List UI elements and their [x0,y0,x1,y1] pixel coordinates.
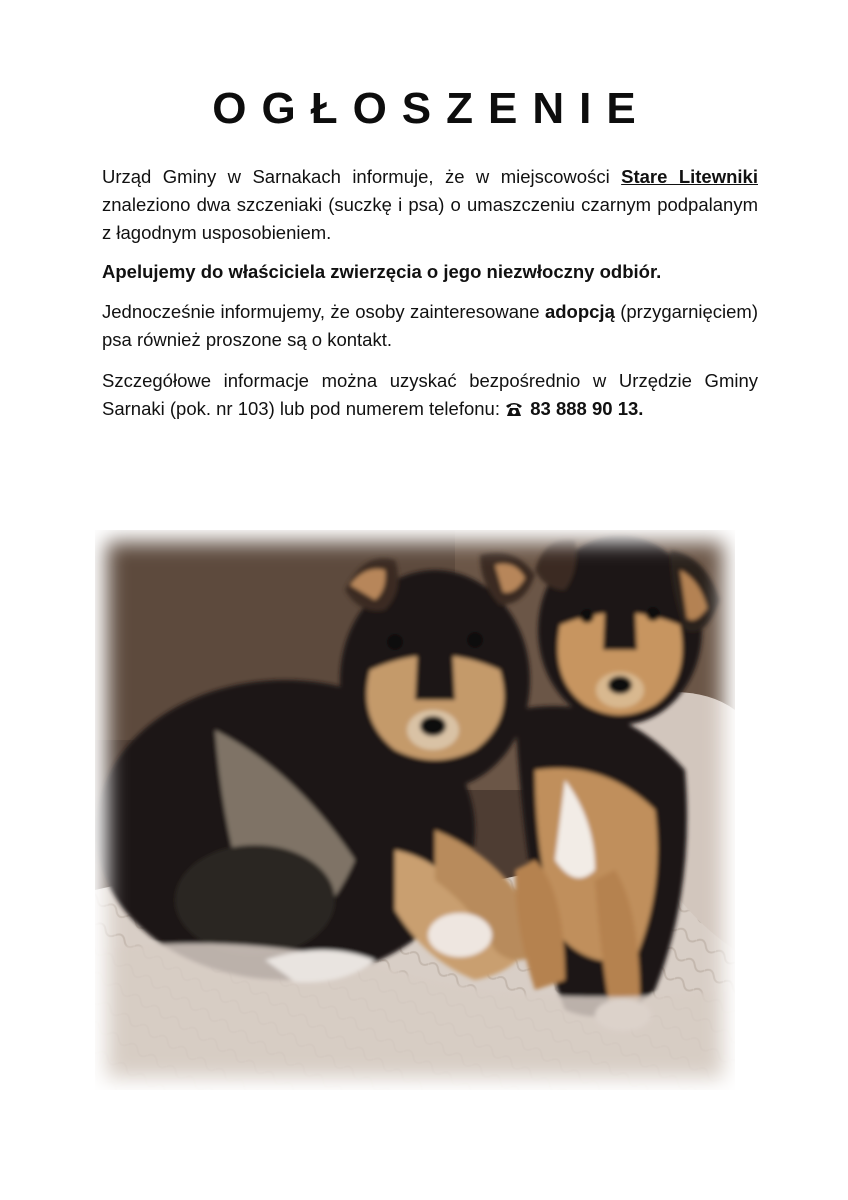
paragraph-found-puppies [102,163,758,247]
p3-text-after: (przygarnięciem) psa również proszone są o kontakt. [102,301,758,350]
place-name: Stare Litewniki [621,166,758,187]
contact-text: Szczegółowe informacje można uzyskać bezpośrednio w Urzędzie Gminy Sarnaki (pok. nr 103) lub pod numerem telefonu: [102,370,758,419]
telephone-icon [505,401,523,417]
p3-text-before: Jednocześnie informujemy, że osoby zainteresowane [102,301,545,322]
phone-number: 83 888 90 13. [530,398,644,419]
p1-text-before: Urząd Gminy w Sarnakach informuje, że w miejscowości [102,166,622,187]
puppies-photo [95,530,735,1090]
paragraph-contact [102,367,758,423]
page-title: OGŁOSZENIE [212,84,651,133]
adoption-word: adopcją [544,301,615,322]
p1-text-after: znaleziono dwa szczeniaki (suczkę i psa) o umaszczeniu czarnym podpalanym z łagodnym usposobieniem. [102,194,758,243]
paragraph-appeal: Apelujemy do właściciela zwierzęcia o jego niezwłoczny odbiór. [102,261,662,282]
paragraph-adoption [102,298,758,354]
phone-contact [505,398,643,419]
